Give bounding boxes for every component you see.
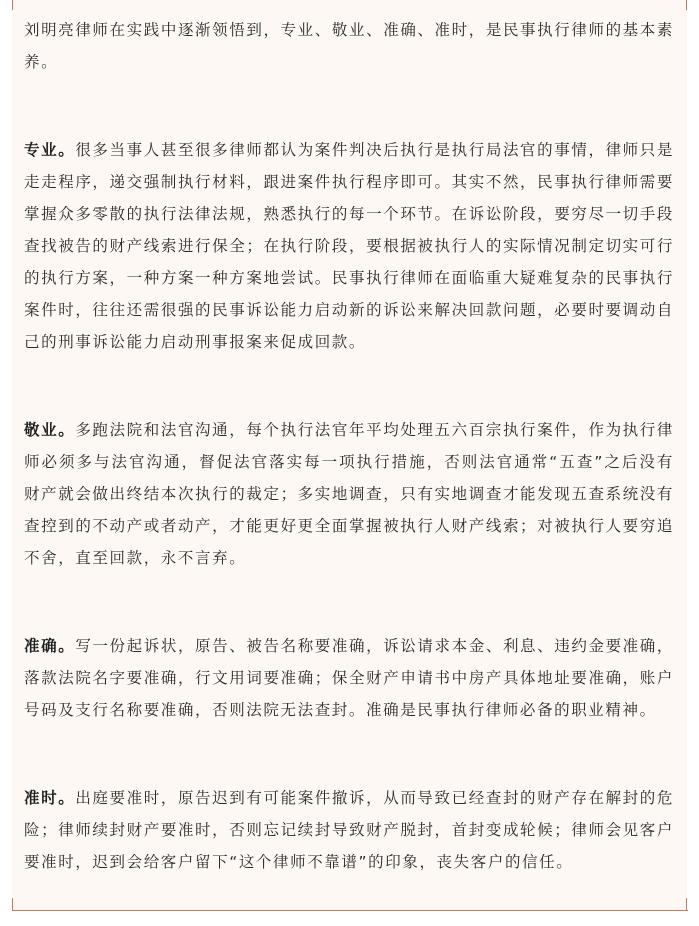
paragraph-dedicated <box>24 414 674 574</box>
paragraph-professional <box>24 134 674 358</box>
paragraph-text: 出庭要准时，原告迟到有可能案件撤诉，从而导致已经查封的财产存在解封的危险；律师续封财产要准时，否则忘记续封导致财产脱封，首封变成轮候；律师会见客户要准时，迟到会给客户留下“这个律师不靠谱”的印象，丧失客户的信任。 <box>24 789 674 871</box>
frame-corner-bottom-right <box>686 898 687 910</box>
paragraph-lead: 准确。 <box>24 637 76 655</box>
paragraph-text: 刘明亮律师在实践中逐渐领悟到，专业、敬业、准确、准时，是民事执行律师的基本素养。 <box>24 21 674 71</box>
paragraph-text: 写一份起诉状，原告、被告名称要准确，诉讼请求本金、利息、违约金要准确，落款法院名字要准确，行文用词要准确；保全财产申请书中房产具体地址要准确，账户号码及支行名称要准确，否则法院无法查封。准确是民事执行律师必备的职业精神。 <box>24 637 674 719</box>
paragraph-text: 很多当事人甚至很多律师都认为案件判决后执行是执行局法官的事情，律师只是走走程序，递交强制执行材料，跟进案件执行程序即可。其实不然，民事执行律师需要掌握众多零散的执行法律法规，熟悉执行的每一个环节。在诉讼阶段，要穷尽一切手段查找被告的财产线索进行保全；在执行阶段，要根据被执行人的实际情况制定切实可行的执行方案，一种方案一种方案地尝试。民事执行律师在面临重大疑难复杂的民事执行案件时，往往还需很强的民事诉讼能力启动新的诉讼来解决回款问题，必要时要调动自己的刑事诉讼能力启动刑事报案来促成回款。 <box>24 141 674 351</box>
frame-corner-top-right <box>676 0 687 10</box>
frame-bottom-border <box>12 898 688 911</box>
paragraph-lead: 准时。 <box>24 789 76 807</box>
frame-corner-top-left <box>12 0 23 10</box>
paragraph-lead: 专业。 <box>24 141 76 159</box>
paragraph-accurate <box>24 630 674 726</box>
paragraph-text: 多跑法院和法官沟通，每个执行法官年平均处理五六百宗执行案件，作为执行律师必须多与法官沟通，督促法官落实每一项执行措施，否则法官通常“五查”之后没有财产就会做出终结本次执行的裁定；多实地调查，只有实地调查才能发现五查系统没有查控到的不动产或者动产，才能更好更全面掌握被执行人财产线索；对被执行人要穷追不舍，直至回款，永不言弃。 <box>24 421 674 567</box>
paragraph-lead: 敬业。 <box>24 421 76 439</box>
paragraph-intro <box>24 14 674 78</box>
paragraph-punctual <box>24 782 674 878</box>
article-body <box>24 14 674 878</box>
